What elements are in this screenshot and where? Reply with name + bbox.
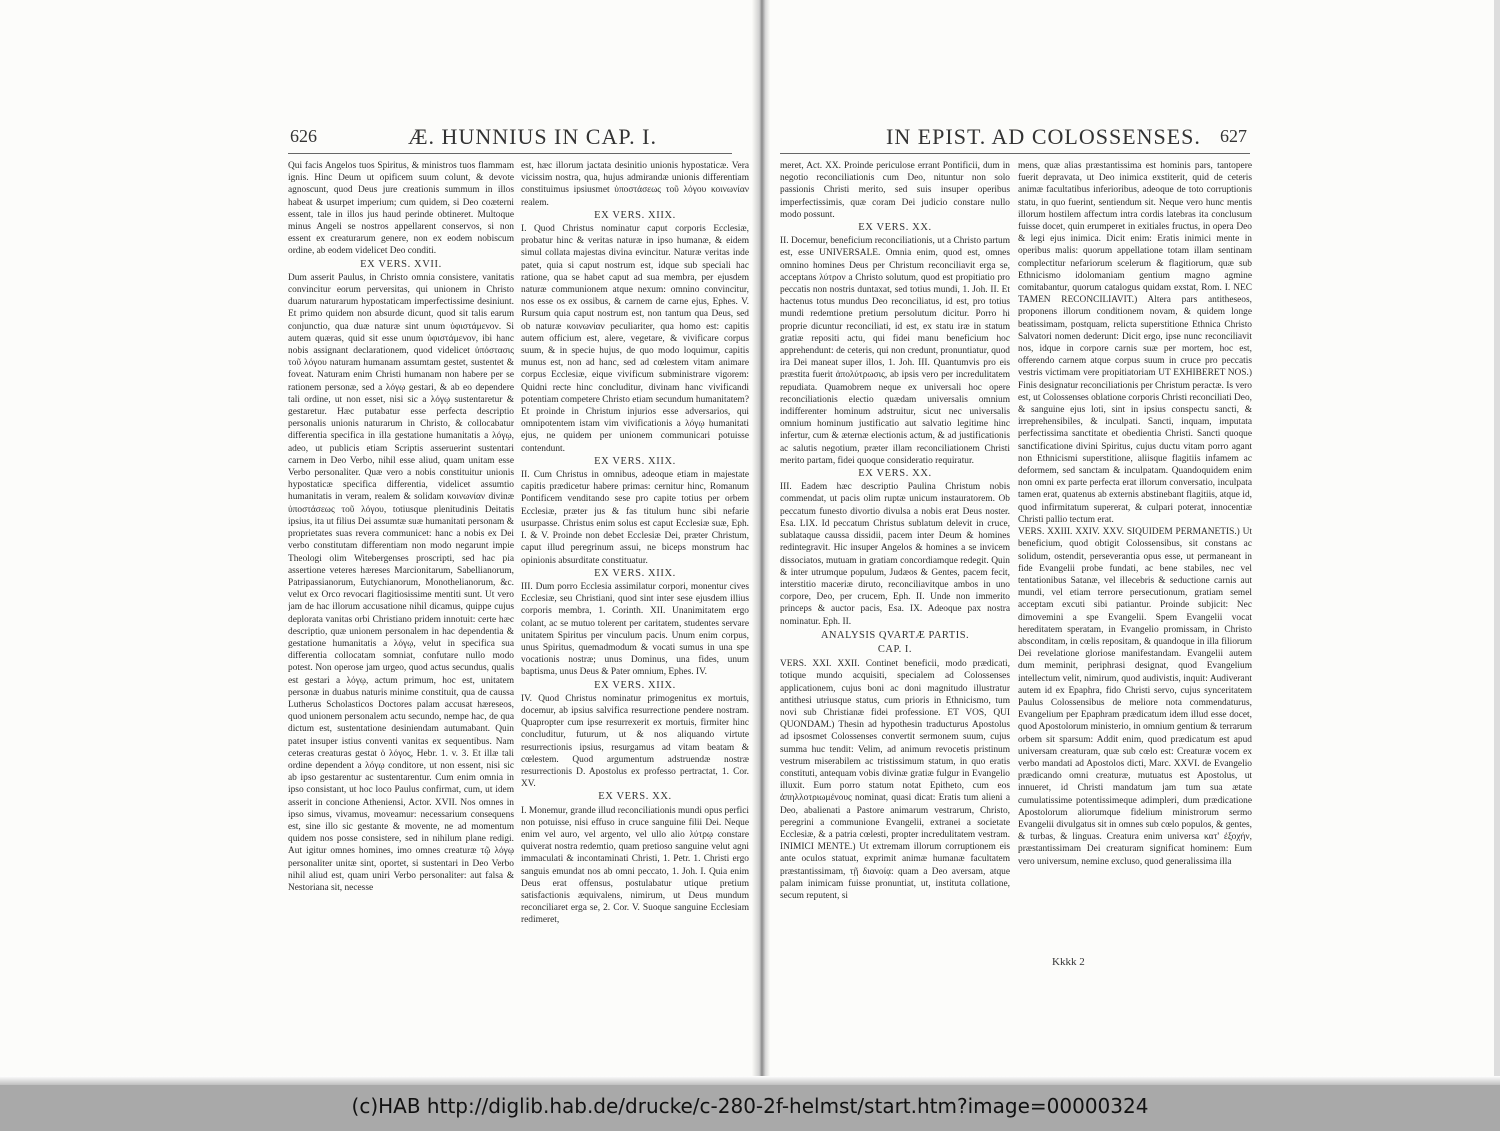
section-heading: CAP. I. — [877, 643, 913, 655]
scan-bottom-shadow — [0, 1076, 1500, 1085]
section-heading: EX VERS. XX. — [598, 791, 672, 803]
right-head-rule — [780, 153, 1250, 154]
paragraph: Dum asserit Paulus, in Christo omnia consistere, vanitatis convincitur eorum perversitas, qui unionem in Christo duarum naturarum hypostaticam imperfectissime desiniunt. Et primo quidem non absurde dicunt, quod sit talis earum conjunctio, qua duæ naturæ sint unum ὑφιστάμενον. Si autem quæras, quid sit esse unum ὑφιστάμενον, ibi hanc nobis assignant declarationem, quod videlicet ὑπόστασις τοῦ λόγου naturam humanam assumtam gestet, sustentet & foveat. Naturam enim Christi humanam non habere per se rationem personæ, sed a λόγῳ gestari, & ab eo dependere tali ordine, ut non esset, nisi sic a λόγῳ sustentaretur & gestaretur. Hæc putabatur esse perfecta descriptio personalis unionis naturarum in Christo, & collocabatur differentia specifica in illa gestatione humanitatis a λόγῳ, adeo, ut publicis etiam Scriptis asseruerint sustentari carnem in Deo Verbo, nihil esse aliud, quam unitam esse Verbo personaliter. Quæ vero a nobis constituitur unionis hypostaticæ specifica differentia, videlicet assumtio humanitatis in veram, realem & solidam κοινωνίαν divinæ ὑποστάσεως τοῦ λόγου, totiusque plenitudinis Deitatis ipsius, ita ut filius Dei assumtæ suæ humanitati personam & proprietates suas revera communicet: hanc a nobis ex Dei verbo constitutam differentiam non modo negarunt impie Theologi olim Witebergenses proscripti, sed hac pia assertione veteres hæreses Marcionitarum, Sabellianorum, Patripassianorum, Eutychianorum, Monothelianorum, &c. velut ex Orco revocari flagitiosissime mentiti sunt. Ut vero jam de hac illorum accusatione nihil dicamus, quippe cujus deplorata vanitas orbi Christiano pridem innotuit: certe hæc descriptio, quæ unionem personalem in hac dependentia & gestatione humanitatis a λόγῳ, velut in specifica sua differentia collocatam somniat, confutare nullo modo potest. Non operose jam urgeo, quod actus secundus, qualis est gestari a λόγῳ, actum primum, hoc est, unitatem personæ in duabus naturis minime constituit, qua de caussa Lutherus Scholasticos Doctores palam accusat hæreseos, quod unionem personalem actu secundo, nempe hac, de qua dictum est, sustentatione desiniendam autumabant. Quin patet insuper istius conventi vanitas ex sequentibus. Nam ceteras creaturas gestat ὁ λόγος, Hebr. 1. v. 3. Et illæ tali ordine dependent a λόγῳ conditore, ut non essent, nisi sic ab ipso gestarentur ac sustentarentur. Cum enim omnia in ipso consistant, ut hoc loco Paulus confirmat, cum, ut idem asserit in concione Atheniensi, Actor. XVII. Nos omnes in ipso simus, vivamus, moveamur: necessarium consequens est, sine illo sic gestante & movente, ne ad momentum quidem nos posse consistere, sed in nihilum plane redigi. Aut igitur omnes homines, imo omnes creaturæ τῷ λόγῳ personaliter unitæ sint, oportet, si sustentari in Deo Verbo nihil aliud est, quam uniri Verbo personaliter: aut falsa & Nestoriana sit, necesse — [288, 272, 514, 893]
paragraph: II. Docemur, beneficium reconciliationis, ut a Christo partum est, esse UNIVERSALE. Omnia enim, quod est, omnes omnino homines Deus per Christum reconciliavit erga se, acceptans λύτρον a Christo solutum, quod est propitiatio pro peccatis non nostris duntaxat, sed totius mundi, 1. Joh. II. Et hactenus totus mundus Deo reconciliatus, id est, pro totius mundi redemtione pretium persolutum dicitur. Porro hi proprie dicuntur reconciliati, id est, ex statu iræ in statum gratiæ repositi actu, qui fidei manu beneficium hoc apprehendunt: de ceteris, qui non credunt, pronuntiatur, quod ira Dei maneat super illos, 1. Joh. III. Quantumvis pro eis præstita fuerit ἀπολύτρωσις, ab ipsis vero per incredulitatem repudiata. Quamobrem neque ex universali hoc opere reconciliationis electio quædam universalis omnium indifferenter hominum adstruitur, sicut nec universalis omnium hominum justificatio aut salvatio legitime hinc infertur, cum & æternæ electionis actum, & ad justificationis ac salutis negotium, præter illam reconciliationem Christi merito partam, fidei quoque consideratio requiratur. — [780, 236, 1010, 466]
paragraph: III. Eadem hæc descriptio Paulina Christum nobis commendat, ut pacis olim ruptæ unicum instauratorem. Ob peccatum funesto divortio divulsa a nobis erat Deus noster. Esa. LIX. Id peccatum Christus sublatum delevit in cruce, sublataque caussa dissidii, pacem inter Deum & homines redintegravit. Hic insuper Angelos & homines a se invicem dissociatos, mutuam in gratiam concordiamque redegit. Quin & inter utrumque populum, Judæos & Gentes, pacem fecit, interstitio maceriæ diruto, reconciliavitque ambos in uno corpore, Deo, per crucem, Eph. II. Unde non immerito princeps & auctor pacis, Esa. IX. Adeoque pax nostra nominatur. Eph. II. — [780, 482, 1010, 627]
paragraph: meret, Act. XX. Proinde periculose errant Pontificii, dum in negotio reconciliationis cum Deo, nituntur non solo passionis Christi merito, sed suis insuper operibus imperfectissimis, quæ coram Dei judicio constare nullo modo possunt. — [780, 161, 1010, 220]
section-heading: EX VERS. XVII. — [360, 258, 442, 270]
section-heading: EX VERS. XIIX. — [594, 455, 676, 467]
paragraph: II. Cum Christus in omnibus, adeoque etiam in majestate capitis prædicetur habere primas: cernitur hinc, Romanum Pontificem venditando sese pro capite totius per orbem Ecclesiæ, præter jus & fas titulum hunc sibi nefarie usurpasse. Christus enim solus est caput Ecclesiæ suæ, Eph. I. & V. Proinde non debet Ecclesiæ Dei, præter Christum, caput illud peregrinum assui, ne biceps monstrum hac opinionis absurditate constituatur. — [521, 470, 749, 566]
left-head-rule — [288, 153, 732, 154]
left-column-1 — [288, 160, 514, 962]
book-gutter — [752, 0, 770, 1085]
section-heading: EX VERS. XX. — [858, 468, 932, 480]
right-column-2 — [1018, 160, 1252, 948]
signature-mark: Kkkk 2 — [1052, 956, 1085, 968]
section-heading: EX VERS. XIIX. — [594, 679, 676, 691]
paragraph: I. Quod Christus nominatur caput corporis Ecclesiæ, probatur hinc & veritas naturæ in ipso humanæ, & eidem simul collata majestas divina evincitur. Naturæ veritas inde patet, quia si caput nostrum est, idque sub speciali hac ratione, qua se habet caput ad sua membra, per ejusdem naturæ communionem atque nexum: omnino convincitur, nos esse os ex ossibus, & carnem de carne ejus, Ephes. V. Rursum quia caput nostrum est, non tantum qua Deus, sed ob naturæ κοινωνίαν peculiariter, qua homo est: capitis autem officium est, alere, vegetare, & vivificare corpus suum, & in specie hujus, de quo modo loquimur, capitis munus est, non ad hanc, sed ad cœlestem vitam animare corpus Ecclesiæ, eique vivificum subministrare vigorem: Quidni recte hinc concluditur, divinam hanc vivificandi potentiam competere Christo etiam secundum humanitatem? Et proinde in Christum injurios esse adversarios, qui omnipotentem istam vim vivificationis a λόγῳ humanitati ejus, ne quidem per unionem communicari potuisse contendunt. — [521, 224, 749, 454]
right-page-number: 627 — [1220, 126, 1247, 146]
paragraph: VERS. XXIII. XXIV. XXV. SIQUIDEM PERMANETIS.) Ut beneficium, quod obtigit Colossensibus, sit constans ac solidum, ostendit, perseverantia opus esse, ut permaneant in fide Evangelii probe fundati, ac bene stabiles, nec vel tentationibus Satanæ, vel illecebris & seductione carnis aut mundi, vel etiam terrore persecutionum, gratiam semel acceptam excuti sibi patiantur. Proinde subjicit: Nec dimovemini a spe Evangelii. Spem Evangelii vocat hereditatem speratam, in Evangelio promissam, in Christo absconditam, in cœlis repositam, & quandoque in illa filiorum Dei revelatione gloriose manifestandam. Evangelii autem dum meminit, periphrasi designat, quod Evangelium intellectum velit, nimirum, quod audivistis, inquit: Audiverant autem id ex Epaphra, fido Christi servo, cujus synceritatem Paulus Colossensibus de meliore nota commendaturus, Evangelium per Epaphram prædicatum idem illud esse docet, quod Apostolorum ministerio, in omnium gentium & terrarum orbem sit sparsum: Addit enim, quod prædicatum est apud universam creaturam, quæ sub cœlo est: Creaturæ vocem ex verbo mandati ad Apostolos dicti, Marc. XXVI. de Evangelio prædicando omni creaturæ, mutuatus est Apostolus, ut innueret, id Christi mandatum jam tum sua ætate cumulatissime potentissimeque adimpleri, dum prædicatione Apostolorum aliorumque fidelium ministrorum sermo Evangelii divulgatus sit in omnes sub cœlo populos, & gentes, & turbas, & linguas. Creatura enim universa κατ' ἐξοχήν, præstantissimam Dei creaturam significat hominem: Eum vero universum, nemine excluso, quod generalissima illa — [1018, 527, 1252, 867]
section-heading: EX VERS. XX. — [858, 222, 932, 234]
right-column-1 — [780, 160, 1010, 948]
right-running-title: IN EPIST. AD COLOSSENSES. — [886, 124, 1201, 149]
section-heading: EX VERS. XIIX. — [594, 209, 676, 221]
paragraph: VERS. XXI. XXII. Continet beneficii, modo prædicati, totique mundo acquisiti, specialem ad Colossenses applicationem, cujus boni ac doni magnitudo illustratur antithesi utriusque status, cum prioris in Ethnicismo, tum novi sub Christianæ fidei professione. ET VOS, QUI QUONDAM.) Thesin ad hypothesin traducturus Apostolus ad ipsosmet Colossenses convertit sermonem suum, cujus summa huc tendit: Velim, ad animum revocetis pristinum vestrum miserabilem ac tristissimum statum, in quo eratis constituti, antequam vobis divinæ gratiæ fulgur in Evangelio illuxit. Eum porro statum notat Epitheto, cum eos ἀπηλλοτριωμένους nominat, quasi dicat: Eratis tum alieni a Deo, abalienati a Pastore animarum vestrarum, Christo, peregrini a communione Evangelii, extranei a societate Ecclesiæ, & a patria cœlesti, propter incredulitatem vestram. INIMICI MENTE.) Ut extremam illorum corruptionem eis ante oculos statuat, exprimit animæ humanæ facultatem præstantissimam, τῇ διανοίᾳ: quam a Deo aversam, atque palam inimicam fuisse pronuntiat, ut, instituta collatione, secum reputent, si — [780, 659, 1010, 901]
paragraph: III. Dum porro Ecclesia assimilatur corpori, monentur cives Ecclesiæ, seu Christiani, quod sint inter sese ejusdem illius corporis membra, 1. Corinth. XII. Unanimitatem ergo colant, ac se mutuo tolerent per caritatem, studentes servare unitatem Spiritus per vinculum pacis. Unum enim corpus, unus Spiritus, quemadmodum & vocati sumus in una spe vocationis nostræ; unus Dominus, una fides, unum baptisma, unus Deus & Pater omnium, Ephes. IV. — [521, 581, 749, 678]
left-running-title: Æ. HUNNIUS IN CAP. I. — [408, 124, 657, 149]
attribution-bar — [0, 1085, 1500, 1131]
paragraph: est, hæc illorum jactata desinitio unionis hypostaticæ. Vera vicissim nostra, qua, hujus admirandæ unionis differentiam constituimus ipsiusmet ὑποστάσεως τοῦ λόγου κοινωνίαν realem. — [521, 161, 749, 208]
paragraph: mens, quæ alias præstantissima est hominis pars, tantopere fuerit depravata, ut Deo inimica exstiterit, quid de ceteris animæ facultatibus inferioribus, adeoque de toto corruptionis statu, in quo fuerint, sentiendum sit. Neque vero hunc mentis illorum hostilem affectum intra cordis latebras ita conclusum fuisse docet, quin erumperet in exitiales fructus, in opera Deo & legi ejus inimica. Dicit enim: Eratis inimici mente in operibus malis: quorum appellatione totam illam sentinam complectitur nefariorum scelerum & flagitiorum, quæ sub Ethnicismo idolomaniam gentium magno agmine comitabantur, quorum catalogus quidam exstat, Rom. I. NEC TAMEN RECONCILIAVIT.) Altera pars antitheseos, proponens illorum conditionem novam, & quidem longe beatissimam, postquam, relicta superstitione Ethnica Christo Salvatori nomen dederunt: Dicit ergo, ipse nunc reconciliavit nos, idque in corpore carnis suæ per mortem, hoc est, offerendo carnem atque corpus suum in cruce pro peccatis vestris victimam vere propitiatoriam UT EXHIBERET NOS.) Finis designatur reconciliationis per Christum peractæ. Is vero est, ut Colossenses oblatione corporis Christi reconciliati Deo, & sanguine ejus loti, sint in ipsius conspectu sancti, & irreprehensibiles, & inculpati. Sancti, inquam, imputata perfectissima sanctitate et obedientia Christi. Sancti quoque sanctificatione divini Spiritus, cujus ductu vitam porro agant non Ethnicismi superstitione, aliisque flagitiis infamem ac deformem, sed sanctam & inculpatam. Quandoquidem enim non omni ex parte perfecta erat illorum conversatio, inculpata tamen erat, quatenus ab externis abstinebant flagitiis, atque id, quod infirmitatum supererat, & culpari poterat, innocentiæ Christi pallio tectum erat. — [1018, 161, 1252, 525]
section-heading: ANALYSIS QVARTÆ PARTIS. — [820, 629, 970, 641]
attribution-url: (c)HAB http://diglib.hab.de/drucke/c-280-2f-helmst/start.htm?image=00000324 — [351, 1094, 1149, 1118]
paragraph: I. Monemur, grande illud reconciliationis mundi opus perfici non potuisse, nisi effuso in cruce sanguine filii Dei. Neque enim vel auro, vel argento, vel ullo alio λύτρῳ constare quiverat nostra redemtio, quam pretioso sanguine velut agni immaculati & incontaminati Christi, 1. Petr. 1. Christi ergo sanguis emundat nos ab omni peccato, 1. Joh. I. Quia enim Deus erat offensus, postulabatur utique pretium satisfactionis æquivalens, nimirum, ut Deus mundum reconciliaret erga se, 2. Cor. V. Suoque sanguine Ecclesiam redimeret, — [521, 805, 749, 926]
paragraph: IV. Quod Christus nominatur primogenitus ex mortuis, docemur, ab ipsius salvifica resurrectione pendere nostram. Quapropter cum ipse resurrexerit ex mortuis, firmiter hinc concluditur, futurum, ut & nos aliquando virtute resurrectionis ipsius, resurgamus ad vitam beatam & cœlestem. Quod argumentum adstruendæ nostræ resurrectionis D. Apostolus ex professo pertractat, 1. Cor. XV. — [521, 693, 749, 790]
left-page-number: 626 — [290, 126, 317, 146]
left-column-2 — [521, 160, 749, 962]
paragraph: Qui facis Angelos tuos Spiritus, & ministros tuos flammam ignis. Hinc Deum ut opificem suum colunt, & devote agnoscunt, quod Deus jure creationis summum in illos habeat & usurpet imperium; cum quidem, si Deo coæterni essent, tale in illos jus haud perinde obtineret. Multoque minus Angeli se nostros appellarent conservos, si non essent ex creaturarum genere, non ex eodem nobiscum ordine, ab eodem videlicet Deo conditi. — [288, 161, 514, 257]
section-heading: EX VERS. XIIX. — [594, 567, 676, 579]
page-edge — [1494, 0, 1500, 1085]
